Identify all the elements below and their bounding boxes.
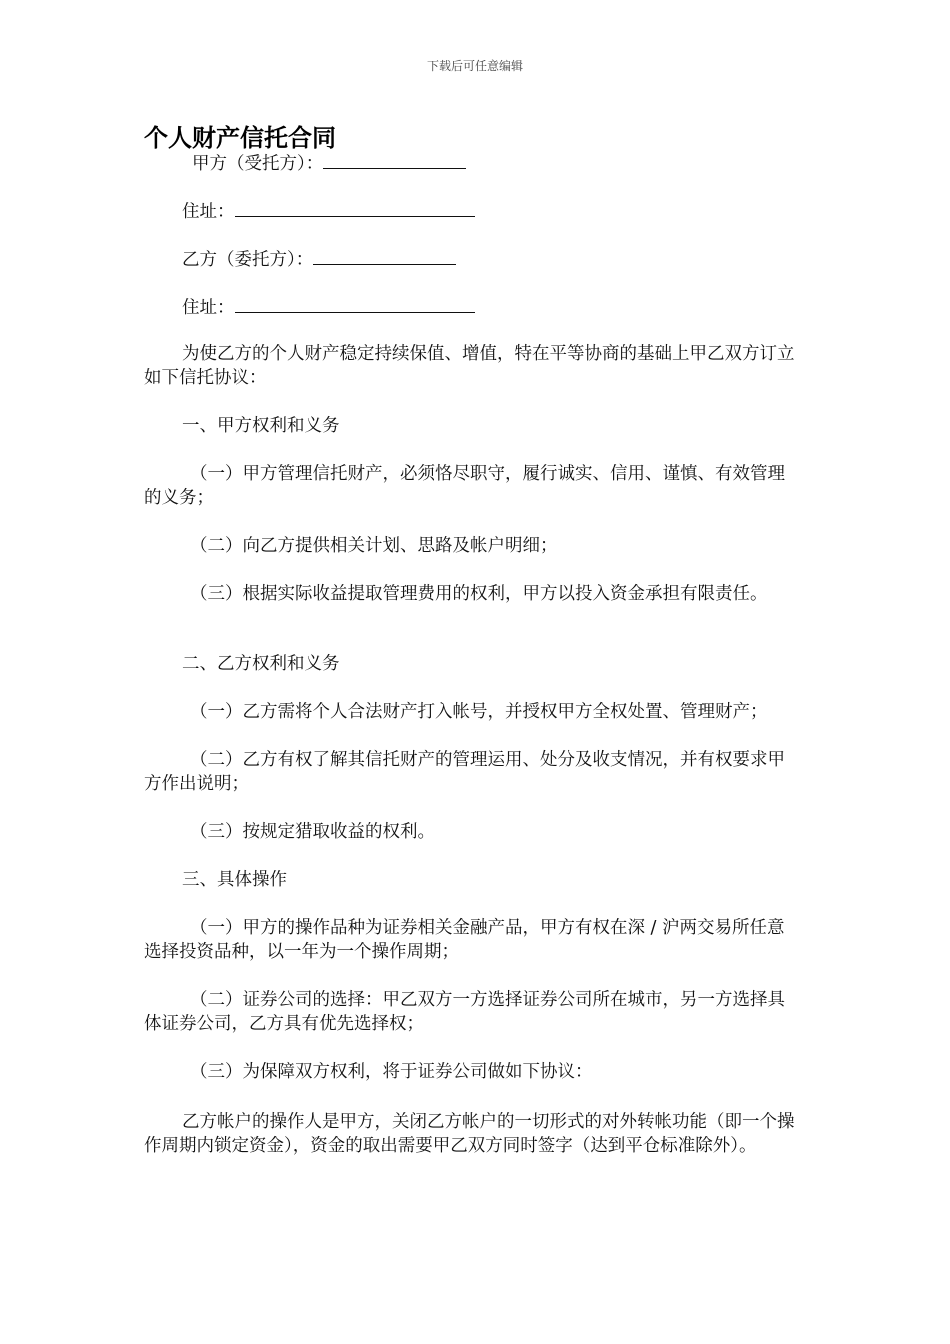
- section2-heading: 二、乙方权利和义务: [182, 654, 340, 674]
- section1-heading: 一、甲方权利和义务: [182, 416, 340, 436]
- intro-paragraph: 为使乙方的个人财产稳定持续保值、增值，特在平等协商的基础上甲乙双方订立如下信托协议：: [144, 344, 795, 388]
- party-b-label: 乙方（委托方）：: [182, 250, 314, 270]
- party-a-line: [192, 150, 466, 176]
- address-b-line: [182, 294, 475, 320]
- party-b-blank: [313, 246, 456, 265]
- section3-closing: 乙方帐户的操作人是甲方，关闭乙方帐户的一切形式的对外转帐功能（即一个操作周期内锁定资金），资金的取出需要甲乙双方同时签字（达到平仓标准除外）。: [144, 1112, 795, 1156]
- section3-item-1: （一）甲方的操作品种为证券相关金融产品，甲方有权在深 / 沪两交易所任意选择投资品种，以一年为一个操作周期；: [144, 918, 785, 962]
- party-a-label: 甲方（受托方）：: [192, 154, 324, 174]
- section1-item-2: （二）向乙方提供相关计划、思路及帐户明细；: [190, 536, 558, 556]
- section1-item-3: （三）根据实际收益提取管理费用的权利，甲方以投入资金承担有限责任。: [190, 584, 768, 604]
- section2-item-3: （三）按规定猎取收益的权利。: [190, 822, 435, 842]
- section3-heading: 三、具体操作: [182, 870, 287, 890]
- address-b-label: 住址：: [182, 298, 235, 318]
- address-b-blank: [235, 294, 475, 313]
- document-title: 个人财产信托合同: [144, 124, 336, 152]
- address-a-line: [182, 198, 475, 224]
- section2-item-2: （二）乙方有权了解其信托财产的管理运用、处分及收支情况，并有权要求甲方作出说明；: [144, 750, 785, 794]
- section2-item-1: （一）乙方需将个人合法财产打入帐号，并授权甲方全权处置、管理财产；: [190, 702, 768, 722]
- party-b-line: [182, 246, 456, 272]
- section3-item-2: （二）证券公司的选择：甲乙双方一方选择证券公司所在城市，另一方选择具体证券公司，乙方具有优先选择权；: [144, 990, 785, 1034]
- section1-item-1: （一）甲方管理信托财产，必须恪尽职守，履行诚实、信用、谨慎、有效管理的义务；: [144, 464, 785, 508]
- party-a-blank: [323, 150, 466, 169]
- address-a-blank: [235, 198, 475, 217]
- section3-item-3: （三）为保障双方权利，将于证券公司做如下协议：: [190, 1062, 593, 1082]
- header-note: 下载后可任意编辑: [426, 59, 523, 73]
- address-a-label: 住址：: [182, 202, 235, 222]
